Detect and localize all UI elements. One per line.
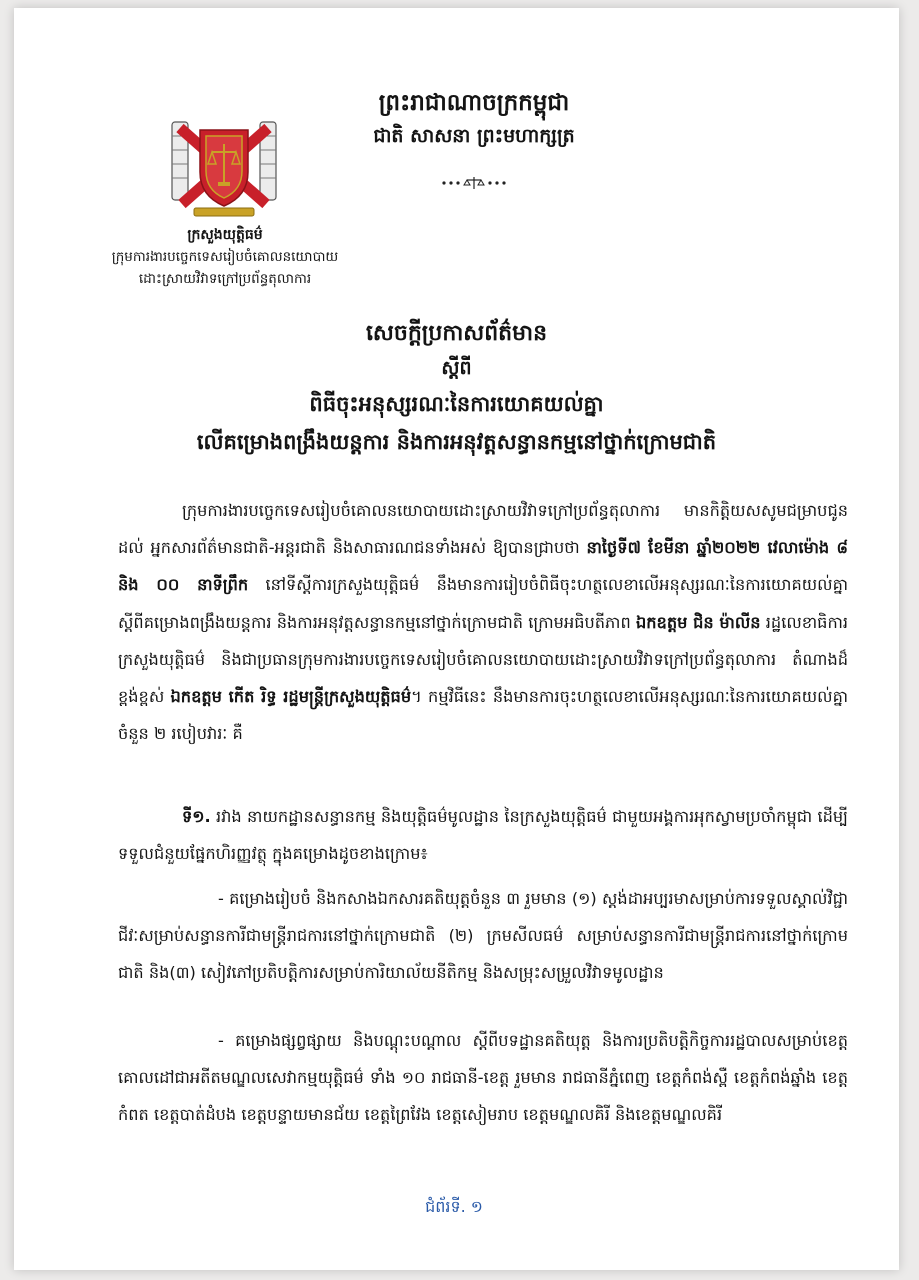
page-number: ជំព័រទី. ១: [425, 1197, 483, 1216]
press-release-title: សេចក្តីប្រកាសព័ត៌មាន: [365, 321, 548, 346]
working-group-scope: ដោះស្រាយវិវាទក្រៅប្រព័ន្ធតុលាការ: [138, 271, 312, 287]
intro-text-a: ក្រុមការងារបច្ចេកទេសរៀបចំគោលនយោបាយដោះស្រាយវិវាទក្រៅប្រព័ន្ធតុលាការ មានកិត្តិយសសូមជម្រាបជូនដល់ អ្នកសារព័ត៌មានជាតិ-អន្តរជាតិ និងសាធារណជនទាំងអស់ ឱ្យបានជ្រាបថា: [118, 501, 848, 558]
agenda-number: ទី១.: [182, 807, 211, 826]
intro-minister: ឯកឧត្តម កើត រិទ្ធ រដ្ឋមន្ត្រីក្រសួងយុត្តិធម៌: [170, 687, 412, 707]
document-title-block: [104, 316, 809, 460]
issuer-block: [84, 224, 366, 290]
national-motto: ជាតិ សាសនា ព្រះមហាក្សត្រ: [373, 125, 575, 147]
intro-presiding-official: ឯកឧត្តម ជិន ម៉ាលីន: [636, 612, 761, 632]
title-subject-line2: លើគម្រោងពង្រឹងយន្តការ និងការអនុវត្តសន្ធានកម្មនៅថ្នាក់ក្រោមជាតិ: [196, 430, 717, 454]
intro-text-g: ។ កម្មវិធីនេះ នឹងមានការចុះហត្ថលេខាលើអនុស្សរណៈនៃការយោគយល់គ្នា ចំនួន ២ របៀបវារៈ គឺ: [118, 687, 848, 744]
intro-date-time: នាថ្ងៃទី៧ ខែមីនា ឆ្នាំ២០២២ វេលាម៉ោង ៨ និង ០០ នាទីព្រឹក: [118, 538, 848, 595]
ministry-emblem-icon: [166, 116, 282, 224]
paragraph-project-one: - គម្រោងរៀបចំ និងកសាងឯកសារគតិយុត្តចំនួន ៣ រួមមាន (១) ស្តង់ដាអប្បរមាសម្រាប់ការទទួលស្គាល់វិជ្ជាជីវៈសម្រាប់សន្ធានការីជាមន្ត្រីរាជការនៅថ្នាក់ក្រោមជាតិ (២) ក្រមសីលធម៌ សម្រាប់សន្ធានការីជាមន្ត្រីរាជការនៅថ្នាក់ក្រោមជាតិ និង(៣) សៀវភៅប្រតិបត្តិការសម្រាប់ការិយាល័យនីតិកម្ម និងសម្រុះសម្រួលវិវាទមូលដ្ឋាន: [118, 889, 848, 983]
document-page: [14, 8, 899, 1270]
working-group-name: ក្រុមការងារបច្ចេកទេសរៀបចំគោលនយោបាយ: [111, 249, 339, 265]
intro-text-e: រដ្ឋលេខាធិការក្រសួងយុត្តិធម៌ និងជាប្រធានក្រុមការងារបច្ចេកទេសរៀបចំគោលនយោបាយដោះស្រាយវិវាទក្រៅប្រព័ន្ធតុលាការ តំណាងដ៏ខ្ពង់ខ្ពស់: [118, 612, 848, 707]
kingdom-title: ព្រះរាជាណាចក្រកម្ពុជា: [378, 90, 570, 116]
title-regarding: ស្តីពី: [441, 357, 472, 379]
paragraph-project-two: - គម្រោងផ្សព្វផ្សាយ និងបណ្តុះបណ្តាល ស្តីពីបទដ្ឋានគតិយុត្ត និងការប្រតិបត្តិកិច្ចការរដ្ឋបាលសម្រាប់ខេត្តគោលដៅជាអតីតមណ្ឌលសេវាកម្មយុត្តិធម៌ ទាំង ១០ រាជធានី-ខេត្ត រួមមាន រាជធានីភ្នំពេញ ខេត្តកំពង់ស្ពឺ ខេត្តកំពង់ឆ្នាំង ខេត្តកំពត ខេត្តបាត់ដំបង ខេត្តបន្ទាយមានជ័យ ខេត្តព្រៃវែង ខេត្តសៀមរាប ខេត្តមណ្ឌលគិរី និងខេត្តមណ្ឌលគិរី: [118, 1031, 848, 1125]
scales-ornament-icon: [434, 174, 514, 192]
agenda-text: រវាង នាយកដ្ឋានសន្ធានកម្ម និងយុត្តិធម៌មូលដ្ឋាន នៃក្រសួងយុត្តិធម៌ ជាមួយអង្គការអុកស្វាមប្រចាំកម្ពុជា ដើម្បីទទួលជំនួយផ្នែកហិរញ្ញវត្ថុ ក្នុងគម្រោងដូចខាងក្រោម៖: [118, 807, 848, 864]
paragraph-intro: [118, 492, 848, 752]
paragraph-agenda-one: [118, 798, 848, 872]
intro-text-c: នៅទីស្តីការក្រសួងយុត្តិធម៌ នឹងមានការរៀបចំពិធីចុះហត្ថលេខាលើអនុស្សរណៈនៃការយោគយល់គ្នា ស្តីពីគម្រោងពង្រឹងយន្តការ និងការអនុវត្តសន្ធានកម្មនៅថ្នាក់ក្រោមជាតិ ក្រោមអធិបតីភាព: [118, 575, 848, 632]
title-subject-line1: ពិធីចុះអនុស្សរណៈនៃការយោគយល់គ្នា: [309, 392, 604, 416]
ministry-name: ក្រសួងយុត្តិធម៌: [187, 227, 263, 243]
